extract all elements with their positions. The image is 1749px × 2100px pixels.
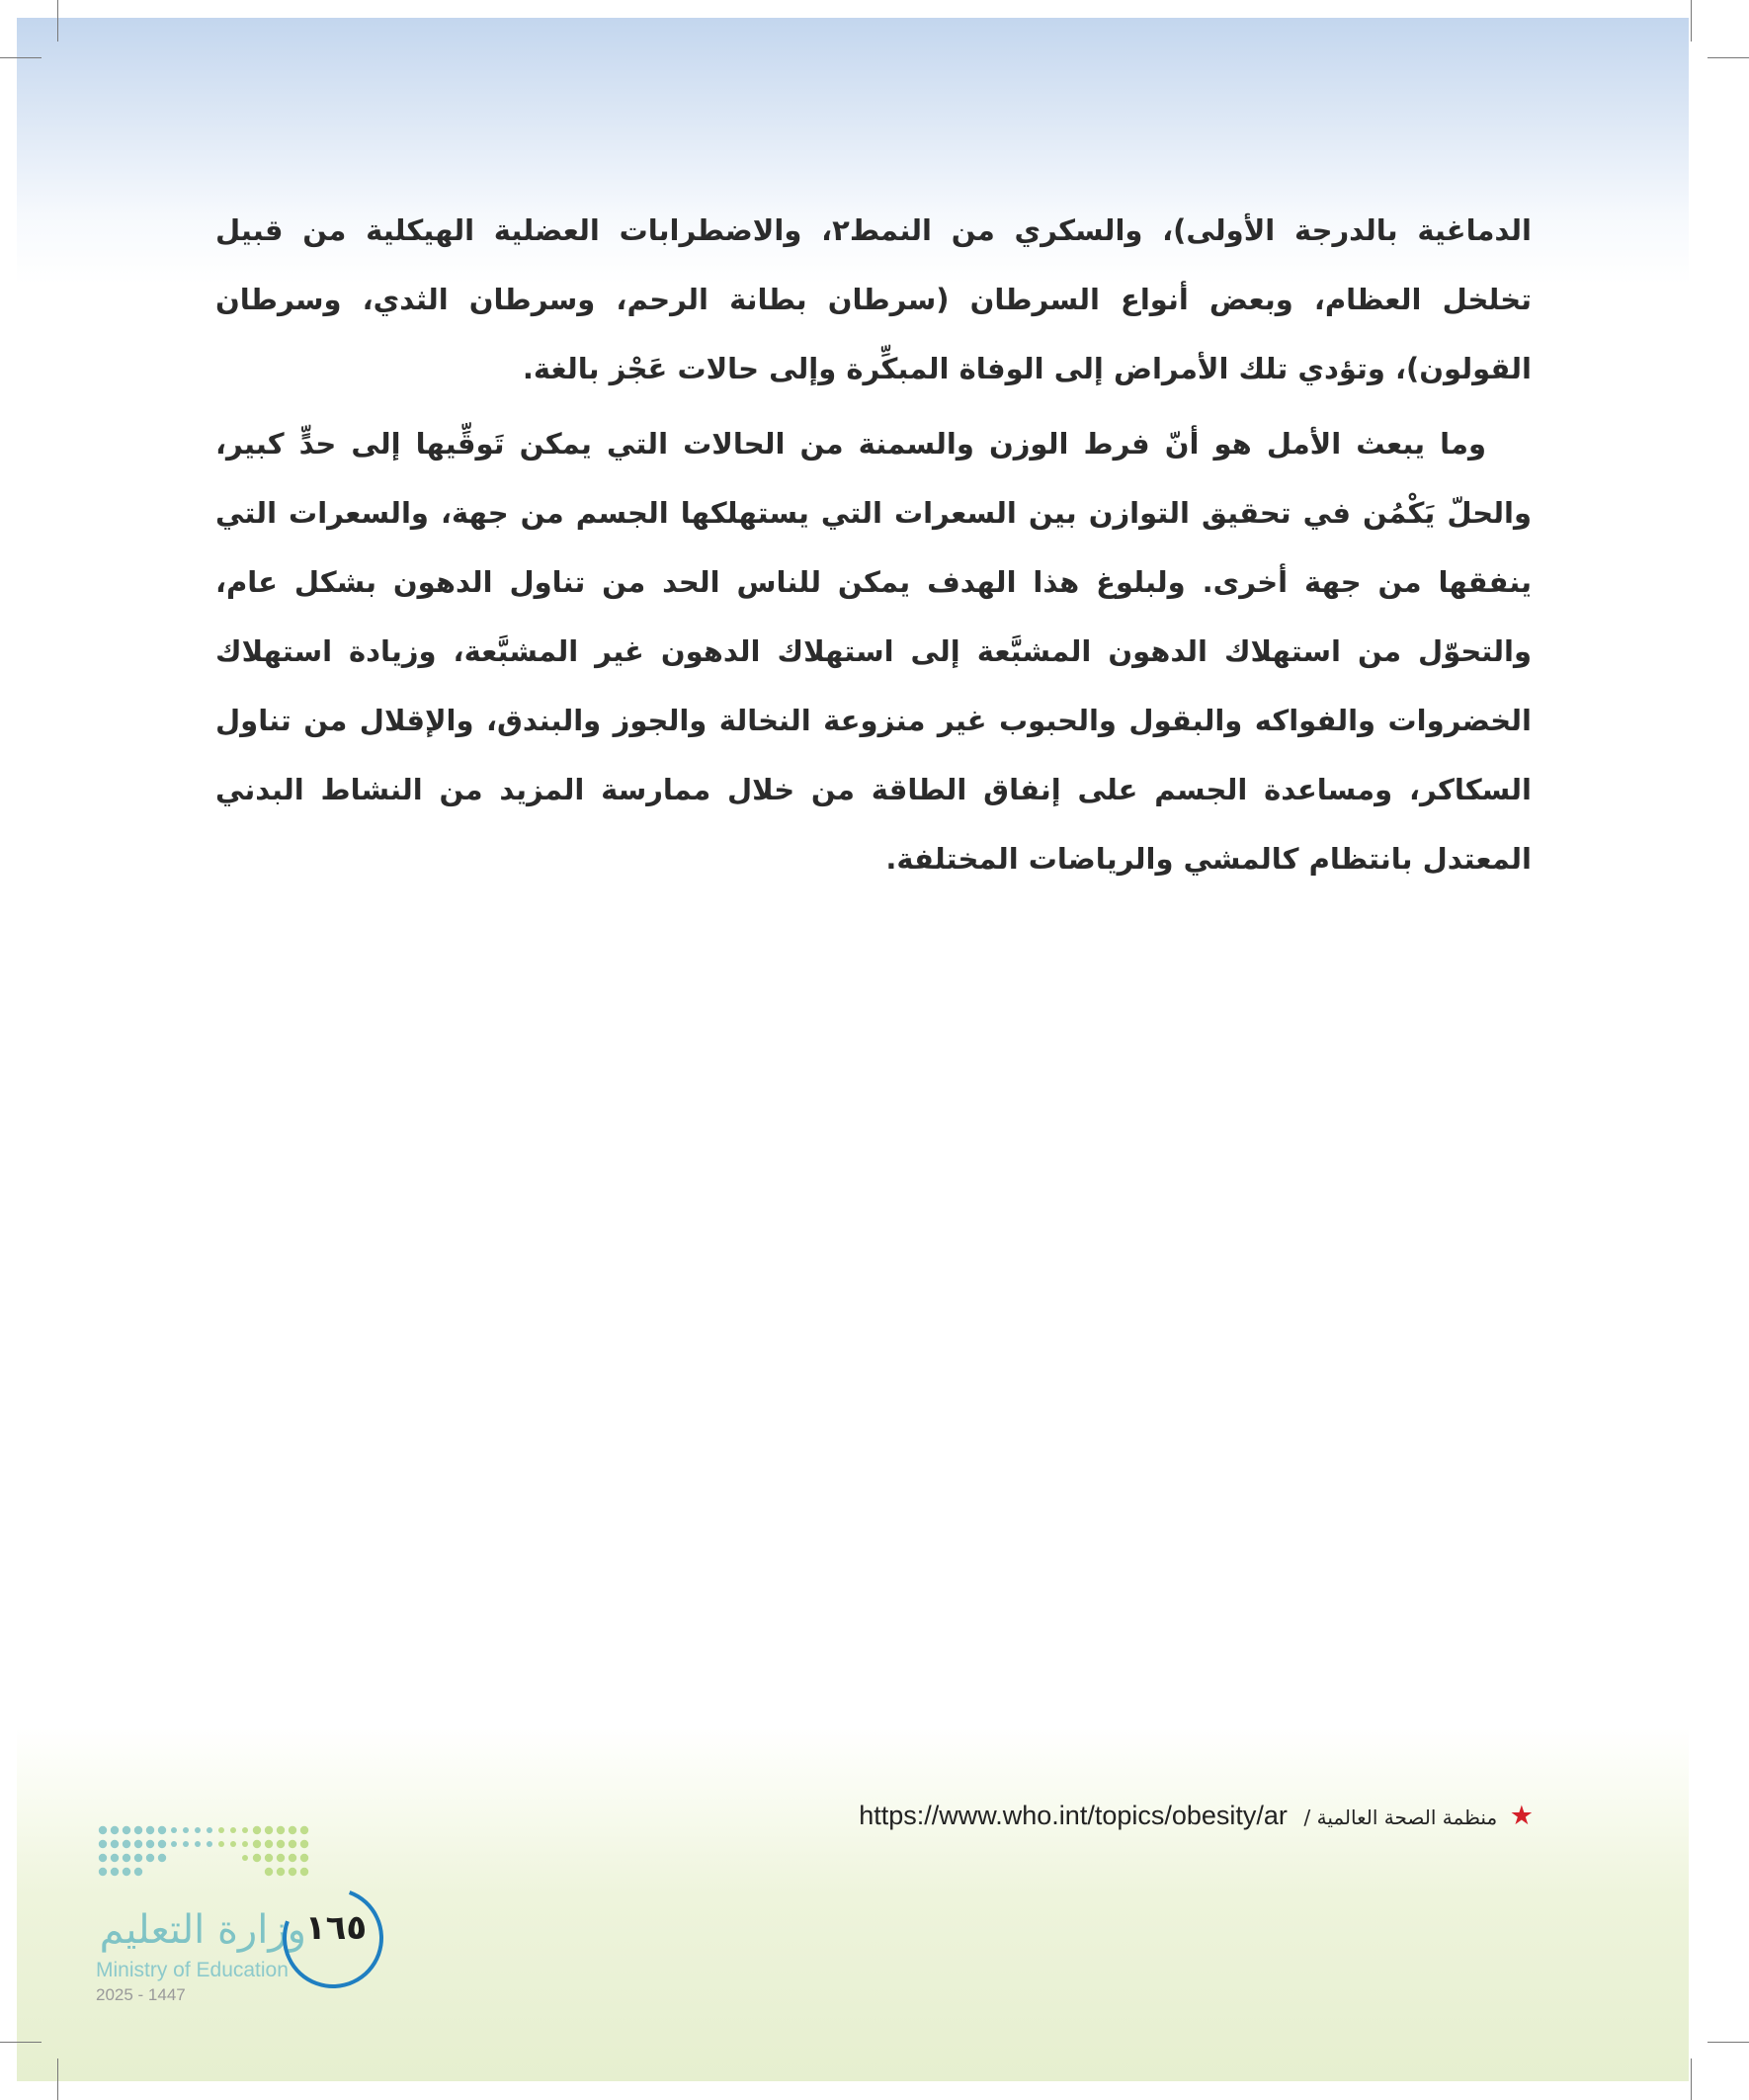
crop-mark [0, 57, 42, 58]
crop-mark [1691, 2058, 1692, 2100]
crop-mark [0, 2042, 42, 2043]
ministry-year: 2025 - 1447 [96, 1985, 186, 2004]
star-icon: ★ [1509, 1801, 1534, 1831]
body-text [215, 196, 1532, 893]
crop-mark [57, 2058, 58, 2100]
ministry-name-ar: وزارة التعليم [99, 1907, 306, 1953]
ministry-logo-icon [95, 1822, 312, 1891]
crop-mark [57, 0, 58, 42]
crop-mark [1691, 0, 1692, 42]
paragraph-1: الدماغية بالدرجة الأولى)، والسكري من النمط٢، والاضطرابات العضلية الهيكلية من قبيل تخلخل العظام، وبعض أنواع السرطان (سرطان بطانة الرحم، وسرطان الثدي، وسرطان القولون)، وتؤدي تلك الأمراض إلى الوفاة المبكِّرة وإلى حالات عَجْز بالغة. [215, 213, 1532, 385]
footnote-url[interactable]: https://www.who.int/topics/obesity/ar [859, 1801, 1288, 1830]
footnote [859, 1801, 1534, 1831]
crop-mark [1707, 2042, 1749, 2043]
crop-mark [1707, 57, 1749, 58]
paragraph-2: وما يبعث الأمل هو أنّ فرط الوزن والسمنة من الحالات التي يمكن تَوقِّيها إلى حدٍّ كبير، والحلّ يَكْمُن في تحقيق التوازن بين السعرات التي يستهلكها الجسم من جهة، والسعرات التي ينفقها من جهة أخرى. ولبلوغ هذا الهدف يمكن للناس الحد من تناول الدهون بشكل عام، والتحوّل من استهلاك الدهون المشبَّعة إلى استهلاك الدهون غير المشبَّعة، وزيادة استهلاك الخضروات والفواكه والبقول والحبوب غير منزوعة النخالة والجوز والبندق، والإقلال من تناول السكاكر، ومساعدة الجسم على إنفاق الطاقة من خلال ممارسة المزيد من النشاط البدني المعتدل بانتظام كالمشي والرياضات المختلفة. [215, 427, 1532, 876]
ministry-name-en: Ministry of Education [96, 1959, 289, 1981]
page-number: ١٦٥ [304, 1908, 368, 1948]
footnote-source: منظمة الصحة العالمية / [1303, 1806, 1498, 1829]
